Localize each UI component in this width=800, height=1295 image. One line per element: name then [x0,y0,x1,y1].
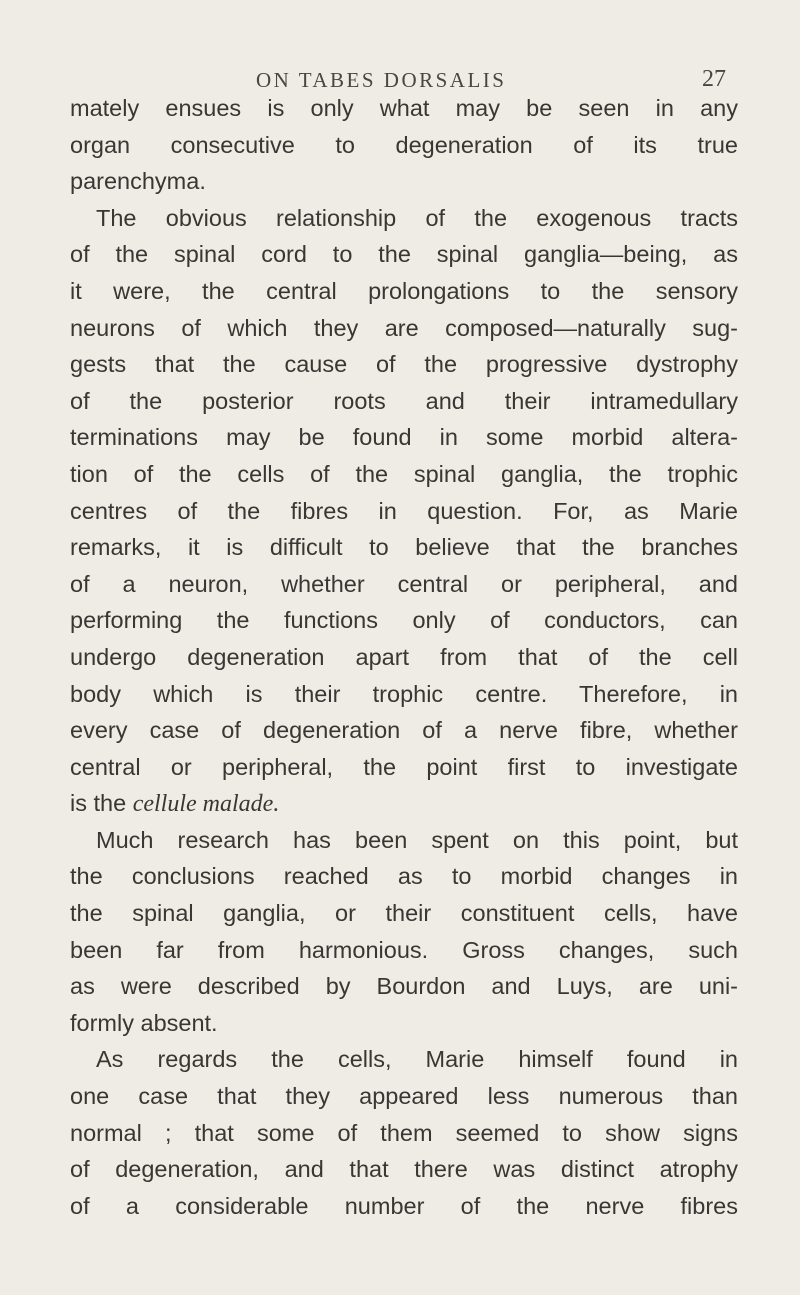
text-line: tion of the cells of the spinal ganglia, the trophic [70,460,738,487]
text-line: body which is their trophic centre. Therefore, in [70,680,738,707]
text-line: Much research has been spent on this point, but [96,826,738,853]
text-line: it were, the central prolongations to the sensory [70,277,738,304]
text-line: normal ; that some of them seemed to show signs [70,1119,738,1146]
page-number: 27 [702,66,726,92]
text-line: gests that the cause of the progressive dystrophy [70,351,738,378]
text-line: formly absent. [70,1009,218,1036]
text-line: mately ensues is only what may be seen in any [70,95,738,121]
text-line: every case of degeneration of a nerve fibre, whether [70,717,738,744]
text-line: the spinal ganglia, or their constituent cells, have [70,900,738,927]
text-line: been far from harmonious. Gross changes, such [70,936,738,963]
text-line: one case that they appeared less numerous than [70,1083,738,1110]
text-line: centres of the fibres in question. For, as Marie [70,497,738,524]
text-line: parenchyma. [70,168,206,195]
text-line: as were described by Bourdon and Luys, are uni- [70,973,738,1000]
text-line: As regards the cells, Marie himself found in [96,1046,738,1073]
text-line: the conclusions reached as to morbid changes in [70,863,738,890]
text-line: organ consecutive to degeneration of its true [70,131,738,158]
text-line: of a considerable number of the nerve fibres [70,1192,738,1219]
text-line [70,785,738,822]
text-line: of the posterior roots and their intramedullary [70,387,738,414]
running-title: ON TABES DORSALIS [256,68,507,92]
text-line: of degeneration, and that there was distinct atrophy [70,1156,738,1183]
text-line: of the spinal cord to the spinal ganglia—being, as [70,241,738,268]
text-line: remarks, it is difficult to believe that the branches [70,534,738,561]
text-line: terminations may be found in some morbid altera- [70,424,738,451]
text-line: undergo degeneration apart from that of the cell [70,643,738,670]
text-line: of a neuron, whether central or peripheral, and [70,570,738,597]
text-run: is the [70,790,127,817]
text-line: neurons of which they are composed—naturally sug- [70,314,738,341]
text-line: central or peripheral, the point first to investigate [70,753,738,780]
italic-phrase: cellule malade. [132,791,280,818]
body-text [70,90,738,1224]
text-line: The obvious relationship of the exogenous tracts [96,204,738,231]
text-line: performing the functions only of conductors, can [70,607,738,634]
